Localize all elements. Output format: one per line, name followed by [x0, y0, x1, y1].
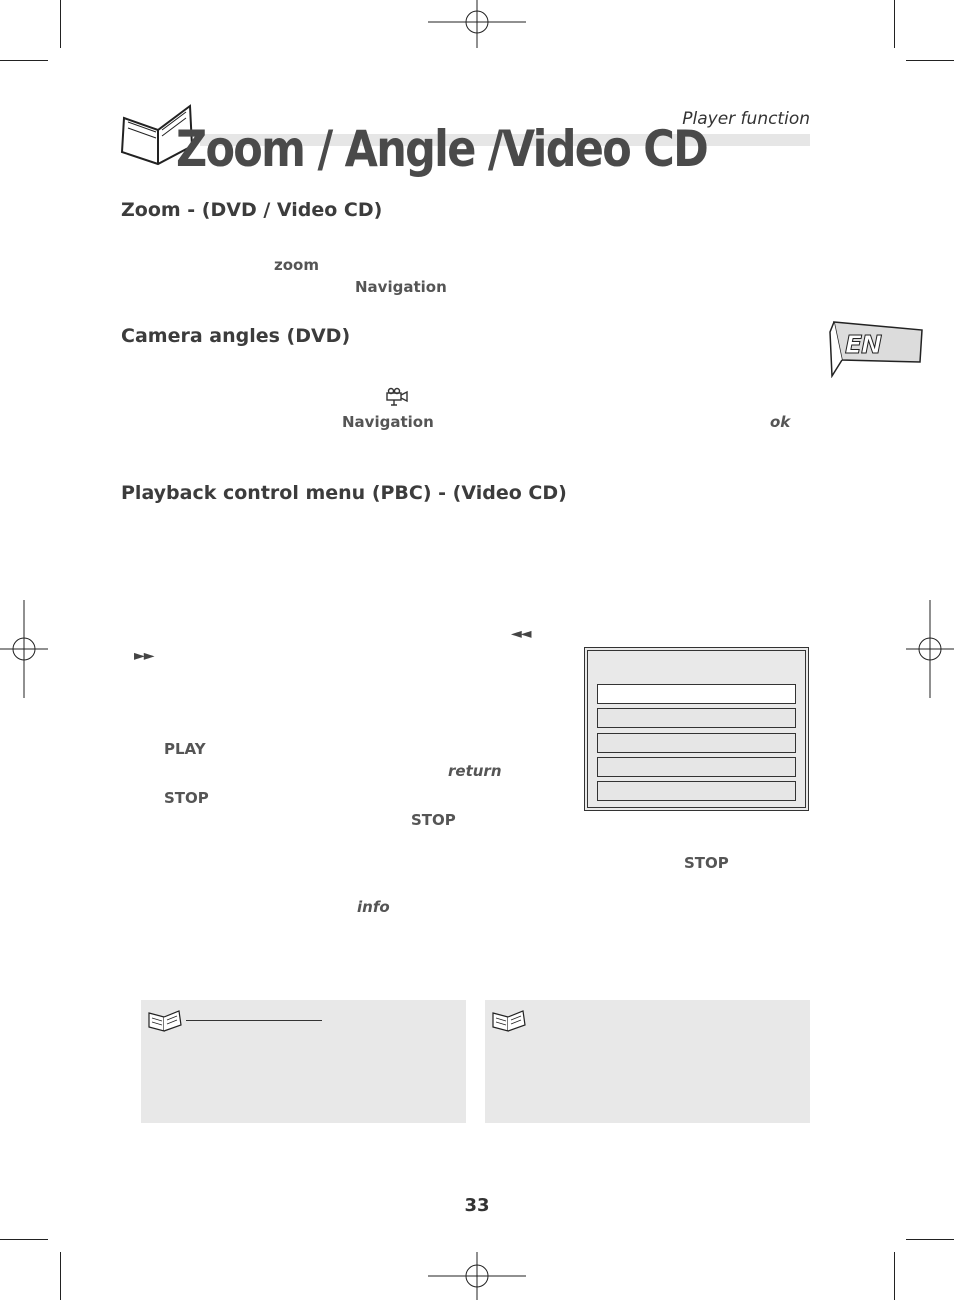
- pbc-menu-item: [597, 684, 796, 704]
- registration-mark-icon: [428, 1252, 526, 1300]
- pbc-menu-item: [597, 708, 796, 728]
- section-heading-zoom: Zoom - (DVD / Video CD): [121, 199, 383, 221]
- page-title: Zoom / Angle /Video CD: [176, 120, 708, 178]
- registration-mark-icon: [428, 0, 526, 48]
- keyword-return: return: [448, 762, 502, 780]
- language-label: EN: [845, 330, 882, 359]
- page-number: 33: [464, 1195, 490, 1216]
- registration-mark-icon: [0, 600, 48, 698]
- keyword-stop: STOP: [164, 789, 209, 807]
- keyword-navigation: Navigation: [355, 278, 447, 296]
- keyword-stop: STOP: [684, 854, 729, 872]
- book-icon: [491, 1009, 527, 1033]
- keyword-navigation: Navigation: [342, 413, 434, 431]
- pbc-menu-illustration: [584, 647, 809, 811]
- pbc-menu-item: [597, 757, 796, 777]
- rewind-symbol: ◄◄: [511, 626, 531, 642]
- book-icon: [147, 1009, 183, 1033]
- note-rule: [186, 1020, 322, 1021]
- pbc-menu-item: [597, 733, 796, 753]
- section-heading-pbc: Playback control menu (PBC) - (Video CD): [121, 482, 567, 504]
- section-label: Player function: [682, 109, 810, 129]
- pbc-menu-item: [597, 781, 796, 801]
- keyword-play: PLAY: [164, 740, 206, 758]
- keyword-stop: STOP: [411, 811, 456, 829]
- keyword-ok: ok: [770, 413, 791, 431]
- camera-angle-icon: [385, 387, 411, 407]
- note-box: [141, 1000, 466, 1123]
- keyword-zoom: zoom: [274, 256, 319, 274]
- registration-mark-icon: [906, 600, 954, 698]
- keyword-info: info: [357, 898, 390, 916]
- forward-symbol: ►►: [134, 648, 154, 664]
- note-box: [485, 1000, 810, 1123]
- section-heading-camera: Camera angles (DVD): [121, 325, 351, 347]
